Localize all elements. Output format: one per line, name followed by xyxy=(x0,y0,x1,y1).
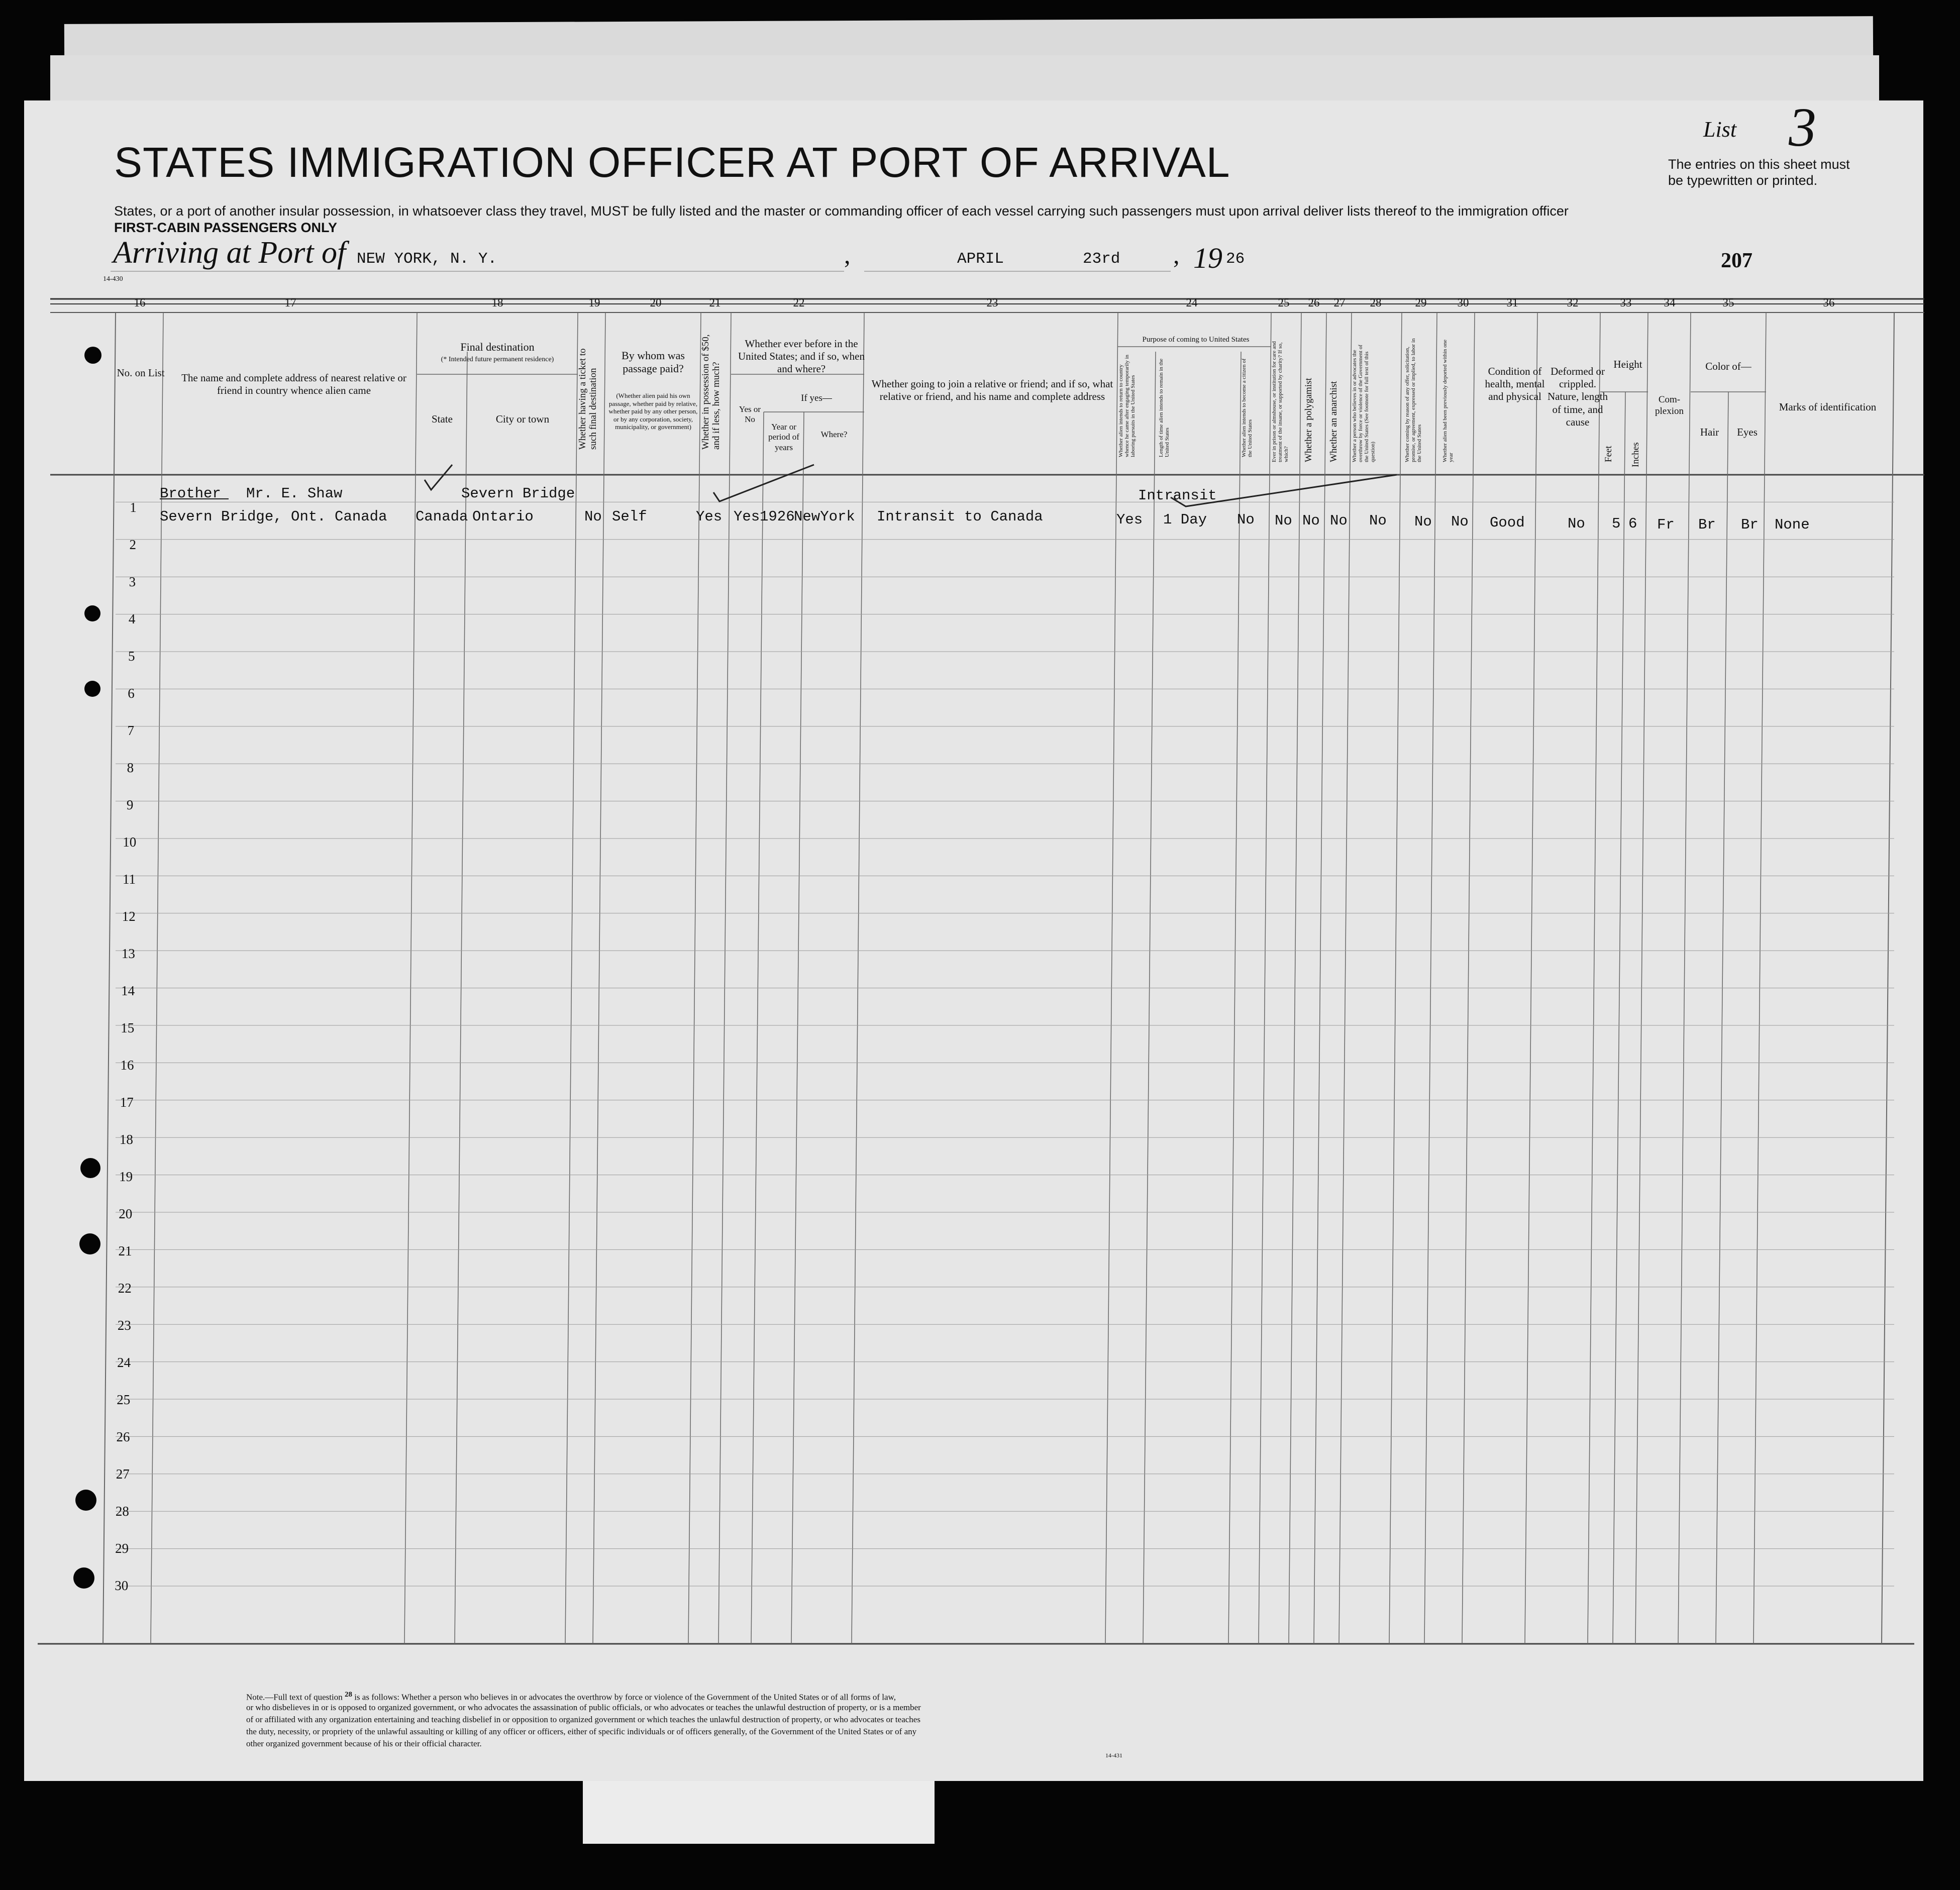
entry-city: Ontario xyxy=(472,508,534,525)
grid-line xyxy=(565,312,578,1644)
typewriter-note: The entries on this sheet must xyxy=(1668,157,1850,172)
column-number: 23 xyxy=(986,296,998,309)
binder-hole xyxy=(73,1567,94,1589)
grid-line xyxy=(1424,312,1437,1644)
day-value: 23rd xyxy=(1083,250,1120,268)
header-before-year: Year or period of years xyxy=(768,422,799,452)
header-before-where: Where? xyxy=(820,430,848,439)
first-cabin-label: FIRST-CABIN PASSENGERS ONLY xyxy=(114,220,338,235)
row-number: 13 xyxy=(121,946,135,961)
header-feet: Feet xyxy=(1603,446,1614,462)
grid-line xyxy=(1525,312,1537,1644)
header-prison: Ever in prison or almshouse, or institution for care and treatment of the insane, or supported by charity? If so, which? xyxy=(1271,341,1290,462)
header-nearest-relative: The name and complete address of nearest relative or friend in country whence alien came xyxy=(181,372,406,397)
row-number: 10 xyxy=(123,834,137,850)
column-number: 34 xyxy=(1664,296,1676,309)
header-complexion: Com-plexion xyxy=(1655,394,1684,416)
row-number: 7 xyxy=(127,723,134,738)
entry-polygamist: No xyxy=(1302,512,1320,529)
row-number: 4 xyxy=(128,611,136,626)
handwritten-checkmark xyxy=(713,465,814,501)
comma: , xyxy=(1173,241,1180,269)
binder-hole xyxy=(75,1490,96,1511)
row-number: 22 xyxy=(118,1281,132,1296)
header-state: State xyxy=(432,413,453,425)
entry-before-where: NewYork xyxy=(794,508,855,525)
entry-labor-offer: No xyxy=(1414,513,1432,530)
comma: , xyxy=(844,241,851,269)
instruction-text: States, or a port of another insular possession, in whatsoever class they travel, MUST be fully listed and the master or commanding officer of each vessel carrying such passengers must upon arrival deliver lists thereof to the immigration officer xyxy=(114,203,1569,219)
grid-line xyxy=(1635,312,1648,1644)
header-inches: Inches xyxy=(1630,442,1641,467)
row-number: 9 xyxy=(126,797,134,812)
list-label: List xyxy=(1703,117,1737,142)
column-number: 35 xyxy=(1722,296,1734,309)
entry-anarchist: No xyxy=(1330,512,1348,529)
footnote-text: Note.—Full text of question xyxy=(246,1692,343,1702)
row-number: 25 xyxy=(117,1392,131,1407)
footnote-line: the duty, necessity, or propriety of the unlawful assaulting or killing of any officer or officers, either of specific individuals or of officers generally, of the Government of the United States or of any xyxy=(246,1727,917,1736)
row-number: 27 xyxy=(116,1466,130,1482)
list-number: 3 xyxy=(1789,96,1816,158)
row-number: 30 xyxy=(115,1578,129,1593)
row-number: 26 xyxy=(116,1429,130,1444)
column-number: 16 xyxy=(134,296,146,309)
footnote-line: or who disbelieves in or is opposed to organized government, or who advocates the assassination of public officials, or who advocates or teaches the unlawful destruction of property, or is a member xyxy=(246,1703,921,1712)
row-number: 19 xyxy=(119,1169,133,1184)
typewriter-note: be typewritten or printed. xyxy=(1668,173,1818,188)
entry-complexion: Fr xyxy=(1657,516,1675,533)
entry-purpose-length: Intransit xyxy=(1138,487,1217,504)
entry-eyes: Br xyxy=(1741,516,1759,533)
row-number: 24 xyxy=(117,1355,131,1370)
row-number: 3 xyxy=(129,574,136,589)
entry-money: Yes xyxy=(696,508,723,525)
column-number: 30 xyxy=(1457,296,1469,309)
grid-line xyxy=(1678,312,1691,1644)
grid-line xyxy=(791,412,804,1644)
column-number: 18 xyxy=(491,296,503,309)
column-number: 27 xyxy=(1333,296,1346,309)
entry-relative-type: Brother xyxy=(160,485,221,502)
entry-deformed: No xyxy=(1568,515,1585,532)
arriving-label: Arriving at Port of xyxy=(113,236,346,270)
binder-hole xyxy=(79,1233,100,1254)
entry-ticket: No xyxy=(584,508,602,525)
entry-passage-paid: Self xyxy=(612,508,647,525)
row-number: 11 xyxy=(123,872,136,887)
entry-height-inches: 6 xyxy=(1628,515,1637,532)
header-joining-relative: Whether going to join a relative or friend; and if so, what relative or friend, and his name and complete address xyxy=(871,378,1113,403)
binder-hole xyxy=(84,681,100,697)
row-number: 23 xyxy=(117,1318,131,1333)
entry-purpose-return: Yes xyxy=(1116,511,1143,528)
entry-purpose-citizen: No xyxy=(1237,511,1255,528)
column-number: 32 xyxy=(1567,296,1579,309)
grid-line xyxy=(1882,312,1894,1644)
header-final-destination-note: (* Intended future permanent residence) xyxy=(441,356,554,363)
footnote-question-number: 28 xyxy=(344,1691,352,1699)
row-number: 14 xyxy=(121,983,135,998)
grid-line xyxy=(1389,312,1402,1644)
entry-deported: No xyxy=(1451,513,1469,530)
grid-line xyxy=(1143,352,1156,1644)
port-value: NEW YORK, N. Y. xyxy=(357,250,497,268)
row-number: 12 xyxy=(122,909,136,924)
grid-line xyxy=(1259,312,1271,1644)
column-number: 33 xyxy=(1620,296,1632,309)
form-code: 14-430 xyxy=(103,275,123,283)
row-number: 28 xyxy=(115,1504,129,1519)
header-overthrow: Whether a person who believes in or advocates the overthrow by force or violence of the Government of the United States (See footnote for full text of this question) xyxy=(1352,345,1376,462)
header-if-yes: If yes— xyxy=(801,393,832,403)
row-number: 17 xyxy=(120,1095,134,1110)
header-health: Condition of health, mental and physical xyxy=(1485,365,1545,403)
header-purpose-length: Length of time alien intends to remain in the United States xyxy=(1158,358,1171,457)
entry-relative-name: Mr. E. Shaw xyxy=(246,485,343,502)
footnote-code: 14-431 xyxy=(1105,1752,1122,1759)
footnote-line: other organized government because of his or their official character. xyxy=(246,1739,482,1748)
entry-city: Severn Bridge xyxy=(461,485,575,502)
footnote-line xyxy=(246,1691,896,1703)
footnote-line: of or affiliated with any organization entertaining and teaching disbelief in or opposition to organized government or which teaches the unlawful destruction of property, or who advocates or teaches xyxy=(246,1715,920,1724)
header-marks: Marks of identification xyxy=(1779,401,1877,413)
column-number: 20 xyxy=(650,296,662,309)
row-number: 20 xyxy=(119,1206,133,1221)
grid-line xyxy=(1613,392,1625,1644)
header-ticket: Whether having a ticket to such final destination xyxy=(577,348,598,450)
year-suffix: 26 xyxy=(1226,250,1245,268)
header-purpose-citizen: Whether alien intends to become a citizen of the United States xyxy=(1241,358,1254,457)
entry-overthrow: No xyxy=(1369,512,1387,529)
binder-hole xyxy=(84,605,100,621)
year-prefix: 19 xyxy=(1193,242,1222,274)
entry-height-feet: 5 xyxy=(1612,515,1621,532)
row-number: 6 xyxy=(128,686,135,701)
grid-line xyxy=(1588,312,1600,1644)
header-passage-paid: By whom was passage paid? xyxy=(622,349,685,375)
row-number: 16 xyxy=(120,1058,134,1073)
column-number: 26 xyxy=(1308,296,1320,309)
form-title: STATES IMMIGRATION OFFICER AT PORT OF ARRIVAL xyxy=(114,139,1230,186)
entry-marks: None xyxy=(1775,516,1810,533)
handwritten-checkmark xyxy=(425,465,452,490)
column-number: 17 xyxy=(284,296,296,309)
column-number: 19 xyxy=(588,296,600,309)
row-number: 15 xyxy=(121,1020,135,1035)
header-deformed: Deformed or crippled. Nature, length of time, and cause xyxy=(1547,365,1608,428)
column-number: 31 xyxy=(1506,296,1518,309)
column-number: 28 xyxy=(1370,296,1382,309)
column-number: 36 xyxy=(1823,296,1835,309)
month-value: APRIL xyxy=(957,250,1004,268)
header-city: City or town xyxy=(495,413,550,425)
column-number: 24 xyxy=(1186,296,1198,309)
header-color-of: Color of— xyxy=(1705,360,1751,372)
entry-health: Good xyxy=(1490,514,1525,531)
header-anarchist: Whether an anarchist xyxy=(1328,381,1339,462)
header-purpose-return: Whether alien intends to return to country whence he came after engaging temporarily in laboring pursuits in the United States xyxy=(1118,354,1137,457)
header-polygamist: Whether a polygamist xyxy=(1303,378,1314,462)
entry-prison: No xyxy=(1275,512,1292,529)
row-number: 5 xyxy=(128,649,135,664)
binder-hole xyxy=(80,1158,100,1178)
header-eyes: Eyes xyxy=(1737,426,1758,438)
binder-hole xyxy=(84,347,101,364)
row-number: 2 xyxy=(129,537,136,552)
grid-line xyxy=(1228,352,1241,1644)
header-deported: Whether alien had been previously deported within one year xyxy=(1442,339,1455,462)
entry-purpose-length: 1 Day xyxy=(1163,511,1207,528)
footnote-text: is as follows: Whether a person who believes in or advocates the overthrow by force or violence of the Government of the United States or of all forms of law, xyxy=(354,1692,896,1702)
entry-before-year: 1926 xyxy=(760,508,795,525)
column-number: 25 xyxy=(1278,296,1290,309)
header-no-on-list: No. on List xyxy=(117,367,165,379)
page-number: 207 xyxy=(1721,249,1752,272)
header-height: Height xyxy=(1613,358,1642,370)
header-ever-before: Whether ever before in the United States; and if so, when and where? xyxy=(738,338,865,375)
row-number: 18 xyxy=(119,1132,133,1147)
entry-before-yes-no: Yes xyxy=(734,508,760,525)
column-number: 29 xyxy=(1415,296,1427,309)
header-hair: Hair xyxy=(1700,426,1719,438)
grid-line xyxy=(1462,312,1475,1644)
column-number: 22 xyxy=(793,296,805,309)
header-purpose: Purpose of coming to United States xyxy=(1142,336,1250,344)
entry-state: Canada xyxy=(416,508,468,525)
header-labor-offer: Whether coming by reason of any offer, solicitation, promise, or agreement, expressed or implied, to labor in the United States xyxy=(1404,338,1423,462)
header-final-destination: Final destination xyxy=(460,341,535,353)
entry-relative-address: Severn Bridge, Ont. Canada xyxy=(160,508,387,525)
column-number: 21 xyxy=(709,296,721,309)
row-number: 8 xyxy=(127,760,134,775)
row-number: 21 xyxy=(118,1243,132,1258)
grid-line xyxy=(1753,312,1766,1644)
entry-joining: Intransit to Canada xyxy=(877,508,1043,525)
row-number: 29 xyxy=(115,1541,129,1556)
header-passage-paid-note: (Whether alien paid his own passage, whether paid by relative, whether paid by any other person, or by any corporation, society, municipality, or government) xyxy=(608,392,698,431)
header-fifty-dollars: Whether in possession of $50, and if less, how much? xyxy=(700,334,721,450)
grid-line xyxy=(751,412,764,1644)
entry-hair: Br xyxy=(1698,516,1716,533)
row-number: 1 xyxy=(130,500,137,515)
grid-line xyxy=(455,352,467,1644)
header-before-yes-no: Yes or No xyxy=(739,404,761,425)
grid-line xyxy=(1716,392,1728,1644)
